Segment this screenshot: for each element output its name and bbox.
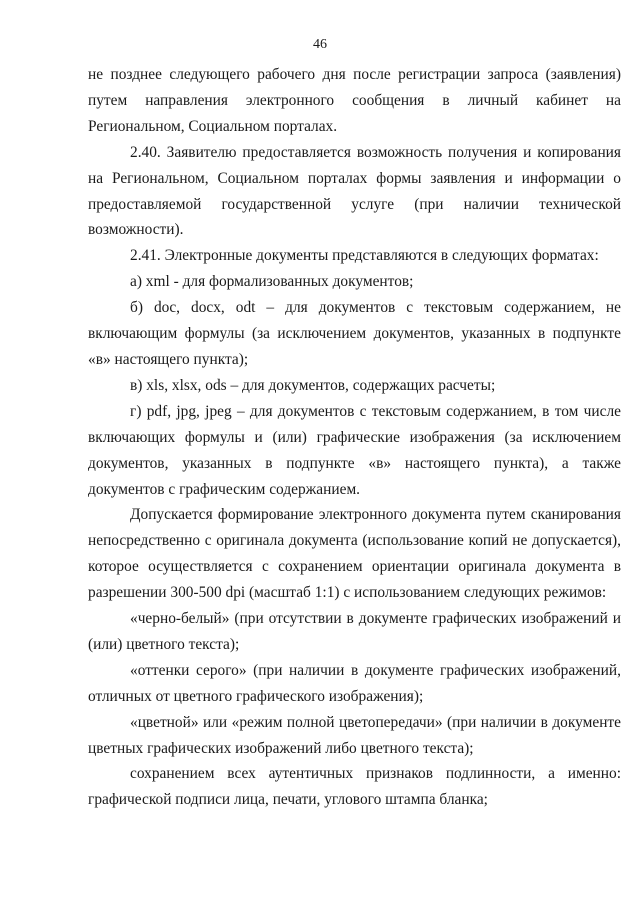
list-item-v: в) xls, xlsx, ods – для документов, содержащих расчеты; xyxy=(130,376,496,394)
paragraph-continuation: не позднее следующего рабочего дня после регистрации запроса (заявления) путем направления электронного сообщения в личный кабинет на Региональном, Социальном порталах. xyxy=(88,66,621,135)
scan-mode-grayscale: «оттенки серого» (при наличии в документе графических изображений, отличных от цветного графического изображения); xyxy=(88,661,621,705)
scan-mode-bw: «черно-белый» (при отсутствии в документе графических изображений и (или) цветного текста); xyxy=(88,610,621,653)
page-number: 46 xyxy=(313,37,327,52)
paragraph-2-41: 2.41. Электронные документы представляются в следующих форматах: xyxy=(130,247,599,265)
paragraph-authenticity: сохранением всех аутентичных признаков подлинности, а именно: графической подписи лица, печати, углового штампа бланка; xyxy=(88,765,621,809)
list-item-g: г) pdf, jpg, jpeg – для документов с текстовым содержанием, в том числе включающих формулы и (или) графические изображения (за исключением документов, указанных в подпункте «в» настоящего пункта), а также документов с графическим содержанием. xyxy=(88,402,621,498)
scan-mode-color: «цветной» или «режим полной цветопередачи» (при наличии в документе цветных графических изображений либо цветного текста); xyxy=(88,713,621,757)
paragraph-2-40: 2.40. Заявителю предоставляется возможность получения и копирования на Региональном, Социальном порталах формы заявления и информации о предоставляемой государственной услуге (при наличии технической возможности). xyxy=(88,143,621,239)
list-item-a: а) xml - для формализованных документов; xyxy=(130,273,414,291)
list-item-b: б) doc, docx, odt – для документов с текстовым содержанием, не включающим формулы (за исключением документов, указанных в подпункте «в» настоящего пункта); xyxy=(88,299,621,368)
body-text xyxy=(88,62,621,813)
paragraph-scanning: Допускается формирование электронного документа путем сканирования непосредственно с оригинала документа (использование копий не допускается), которое осуществляется с сохранением ориентации оригинала документа в разрешении 300-500 dpi (масштаб 1:1) с использованием следующих режимов: xyxy=(88,506,621,602)
